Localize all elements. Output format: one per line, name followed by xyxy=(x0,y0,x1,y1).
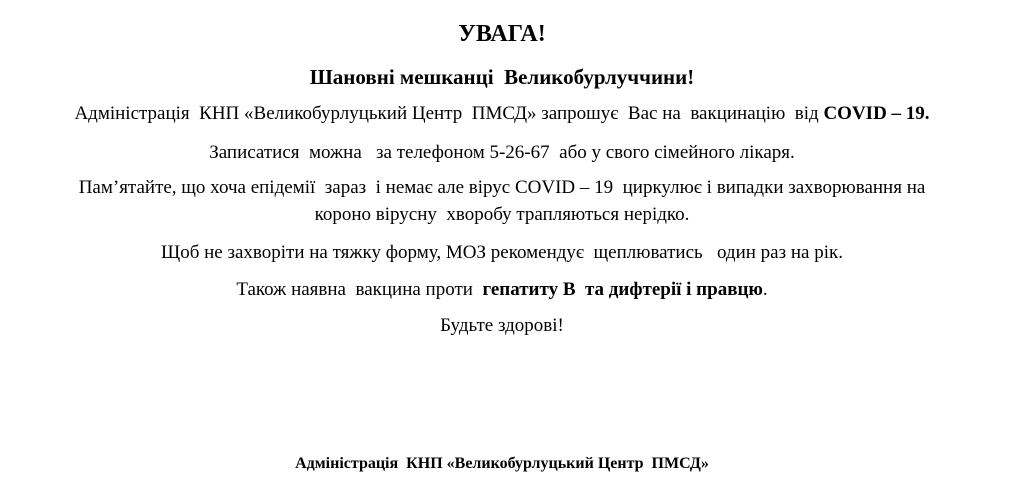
vaccination-invitation-text: Адміністрація КНП «Великобурлуцький Центр ПМСД» запрошує Вас на вакцинацію від xyxy=(74,103,824,124)
registration-info: Записатися можна за телефоном 5-26-67 або у свого сімейного лікаря. xyxy=(209,142,795,163)
epidemic-warning-line-1: Пам’ятайте, що хоча епідемії зараз і немає але вірус COVID – 19 циркулює і випадки захворювання на xyxy=(78,177,926,198)
notice-title: УВАГА! xyxy=(458,21,546,47)
other-vaccines-end: . xyxy=(762,279,768,300)
other-vaccines-names: гепатиту В та дифтерії і правцю xyxy=(482,279,763,300)
greeting: Шановні мешканці Великобурлуччини! xyxy=(309,65,695,89)
epidemic-warning-line-2: короно вірусну хворобу трапляються нерідко. xyxy=(314,204,690,225)
closing-wish: Будьте здорові! xyxy=(440,315,564,336)
other-vaccines xyxy=(0,279,1004,301)
signature: Адміністрація КНП «Великобурлуцький Центр ПМСД» xyxy=(295,455,709,472)
covid-label: COVID – 19. xyxy=(823,103,930,124)
vaccination-invitation xyxy=(0,103,1004,125)
other-vaccines-text: Також наявна вакцина проти xyxy=(236,279,483,300)
moz-recommendation: Щоб не захворіти на тяжку форму, МОЗ рекомендує щеплюватись один раз на рік. xyxy=(161,242,843,263)
